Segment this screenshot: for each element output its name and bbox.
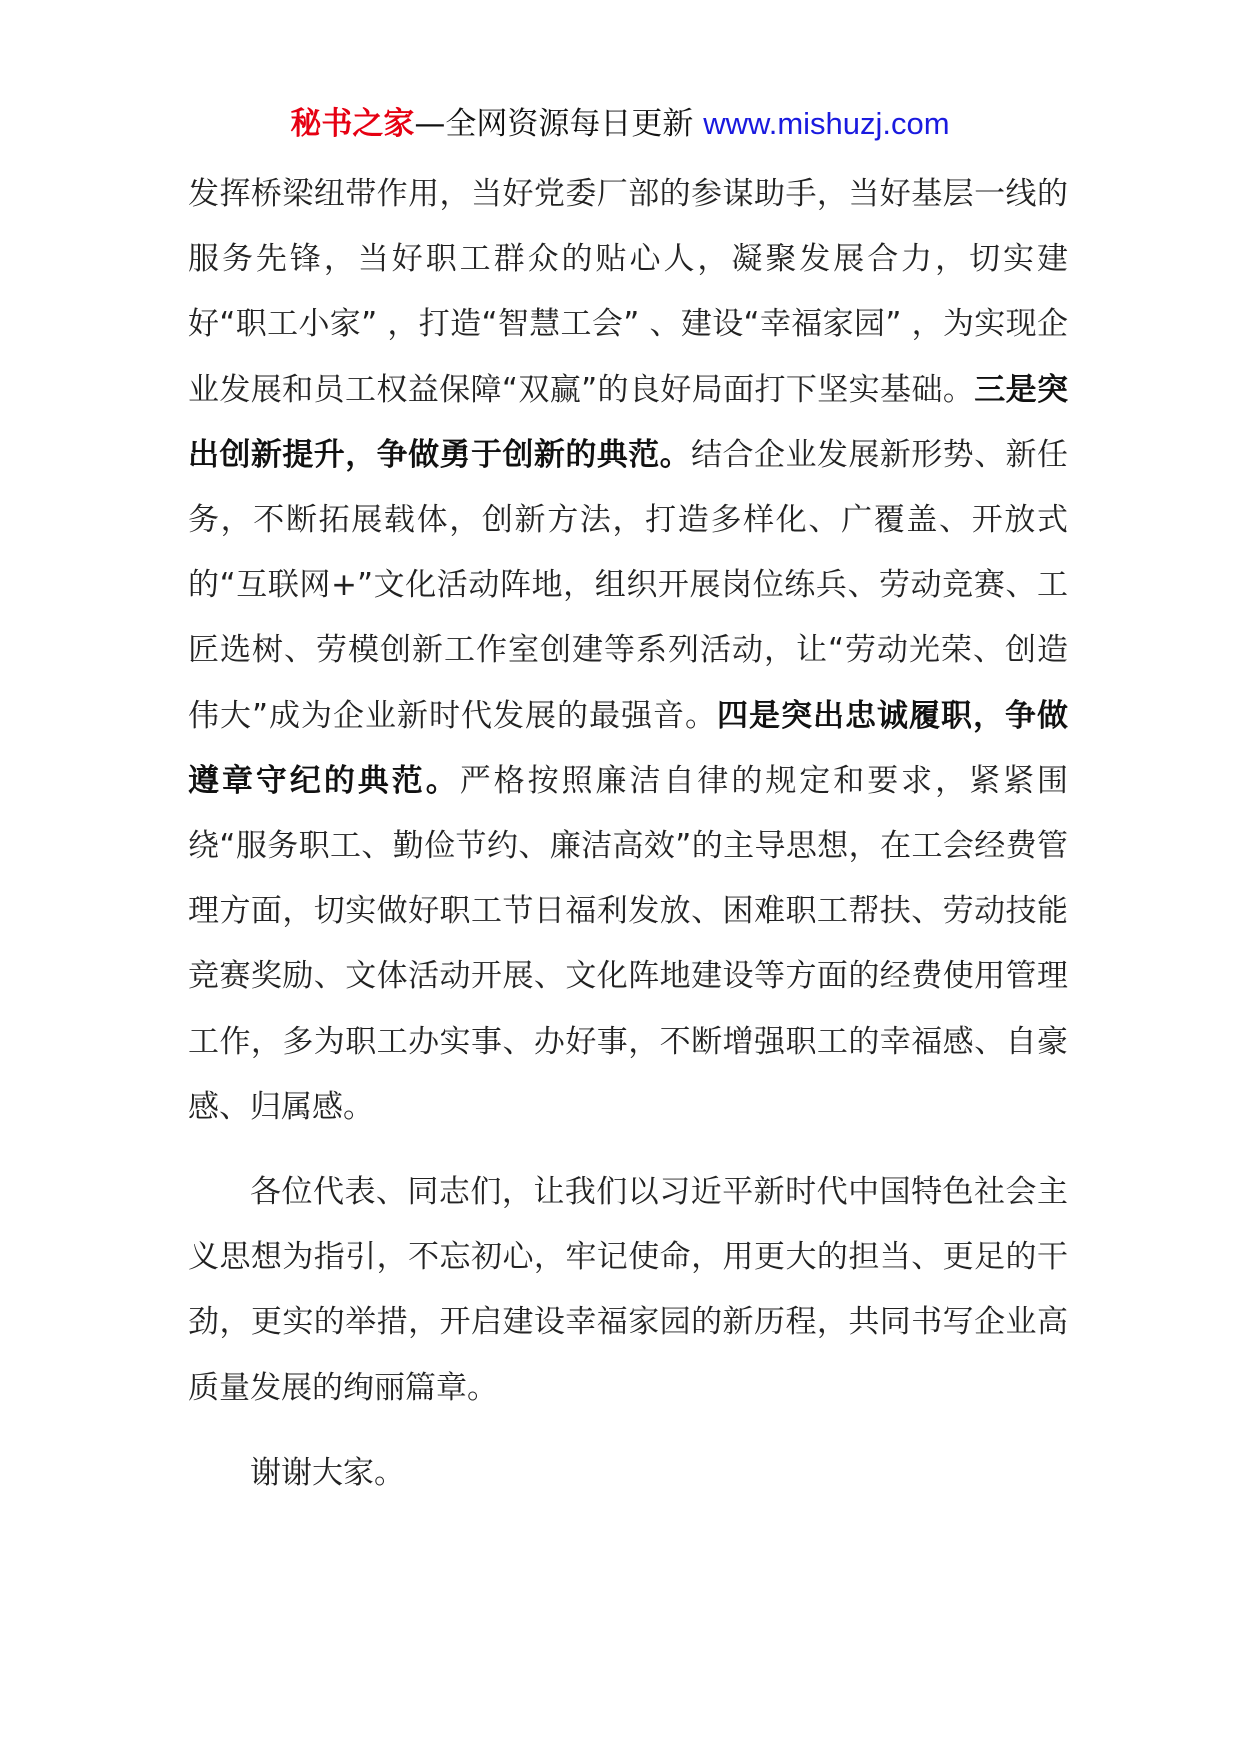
- page-header: [0, 102, 1240, 146]
- document-body: [188, 162, 1068, 1506]
- closing-paragraph: 各位代表、同志们，让我们以习近平新时代中国特色社会主义思想为指引，不忘初心，牢记使命，用更大的担当、更足的干劲，更实的举措，开启建设幸福家园的新历程，共同书写企业高质量发展的绚丽篇章。: [188, 1174, 1068, 1406]
- header-tagline: —全网资源每日更新: [414, 106, 704, 142]
- paragraph-text: 发挥桥梁纽带作用，当好党委厂部的参谋助手，当好基层一线的服务先锋，当好职工群众的贴心人，凝聚发展合力，切实建好“职工小家” ，打造“智慧工会” 、建设“幸福家园” ，为实现企业发展和员工权益保障“双赢”的良好局面打下坚实基础。: [188, 176, 1068, 408]
- section-heading-3: 三是突出创新提升，争做勇于创新的典范。: [188, 371, 1068, 473]
- paragraph-text: 严格按照廉洁自律的规定和要求，紧紧围绕“服务职工、勤俭节约、廉洁高效”的主导思想，在工会经费管理方面，切实做好职工节日福利发放、困难职工帮扶、劳动技能竞赛奖励、文体活动开展、文化阵地建设等方面的经费使用管理工作，多为职工办实事、办好事，不断增强职工的幸福感、自豪感、归属感。: [188, 762, 1069, 1125]
- paragraph-text: 结合企业发展新形势、新任务，不断拓展载体，创新方法，打造多样化、广覆盖、开放式的“互联网+”文化活动阵地，组织开展岗位练兵、劳动竞赛、工匠选树、劳模创新工作室创建等系列活动，让“劳动光荣、创造伟大”成为企业新时代发展的最强音。: [188, 436, 1068, 734]
- website-link[interactable]: www.mishuzj.com: [703, 106, 950, 141]
- body-paragraph: [188, 162, 1068, 1140]
- thanks-paragraph: 谢谢大家。: [250, 1454, 405, 1491]
- brand-name: 秘书之家: [290, 106, 415, 142]
- section-heading-4: 四是突出忠诚履职，争做遵章守纪的典范。: [188, 697, 1069, 799]
